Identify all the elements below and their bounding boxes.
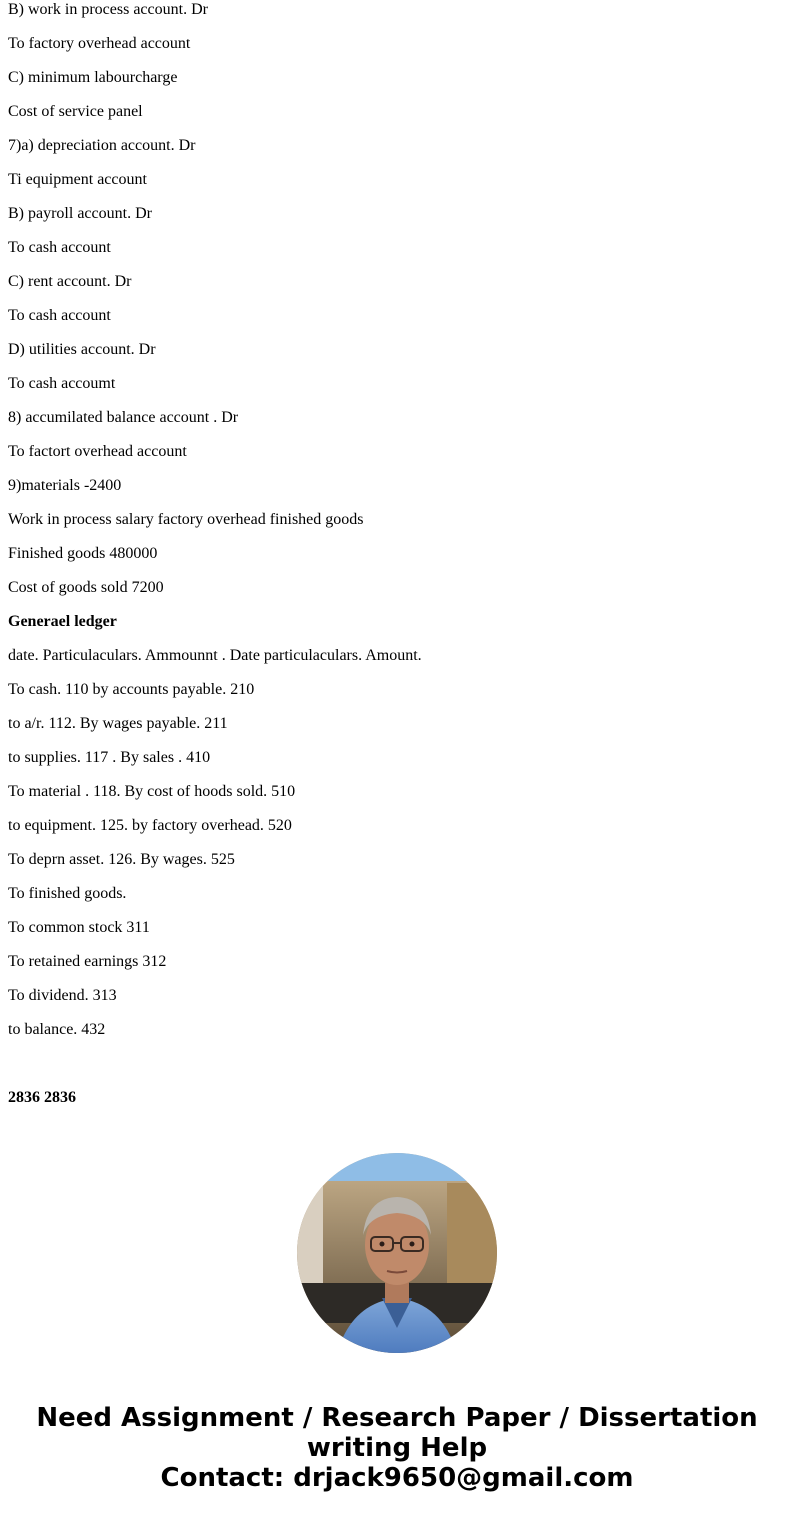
text-line: 8) accumilated balance account . Dr xyxy=(8,409,239,426)
ledger-line: to supplies. 117 . By sales . 410 xyxy=(8,749,211,766)
text-line: Finished goods 480000 xyxy=(8,545,158,562)
text-line: 7)a) depreciation account. Dr xyxy=(8,137,196,154)
promo-banner xyxy=(0,1403,794,1493)
text-line: To cash accoumt xyxy=(8,375,116,392)
ledger-line: To common stock 311 xyxy=(8,919,150,936)
text-line: B) work in process account. Dr xyxy=(8,1,208,18)
text-line: B) payroll account. Dr xyxy=(8,205,152,222)
blank-spacer xyxy=(8,1054,788,1088)
text-line: To factory overhead account xyxy=(8,35,191,52)
ledger-heading: Generael ledger xyxy=(8,613,117,630)
text-line: Cost of goods sold 7200 xyxy=(8,579,164,596)
text-line: D) utilities account. Dr xyxy=(8,341,156,358)
author-avatar xyxy=(297,1153,497,1353)
text-line: To factort overhead account xyxy=(8,443,187,460)
text-line: Ti equipment account xyxy=(8,171,147,188)
ledger-line: To finished goods. xyxy=(8,885,127,902)
ledger-line: To material . 118. By cost of hoods sold. 510 xyxy=(8,783,296,800)
text-line: Work in process salary factory overhead finished goods xyxy=(8,511,364,528)
text-line: To cash account xyxy=(8,307,111,324)
document-body xyxy=(8,0,788,1122)
ledger-line: date. Particulaculars. Ammounnt . Date particulaculars. Amount. xyxy=(8,647,422,664)
promo-headline: Need Assignment / Research Paper / Dissertation writing Help xyxy=(36,1403,758,1463)
ledger-line: To deprn asset. 126. By wages. 525 xyxy=(8,851,235,868)
text-line: 9)materials -2400 xyxy=(8,477,122,494)
ledger-line: To retained earnings 312 xyxy=(8,953,167,970)
ledger-line: to a/r. 112. By wages payable. 211 xyxy=(8,715,228,732)
text-line: Cost of service panel xyxy=(8,103,143,120)
ledger-line: to balance. 432 xyxy=(8,1021,106,1038)
promo-contact: Contact: drjack9650@gmail.com xyxy=(160,1463,634,1493)
text-line: To cash account xyxy=(8,239,111,256)
ledger-line: To dividend. 313 xyxy=(8,987,117,1004)
text-line: C) minimum labourcharge xyxy=(8,69,178,86)
ledger-line: To cash. 110 by accounts payable. 210 xyxy=(8,681,255,698)
ledger-line: to equipment. 125. by factory overhead. 520 xyxy=(8,817,292,834)
ledger-totals: 2836 2836 xyxy=(8,1089,76,1106)
text-line: C) rent account. Dr xyxy=(8,273,132,290)
